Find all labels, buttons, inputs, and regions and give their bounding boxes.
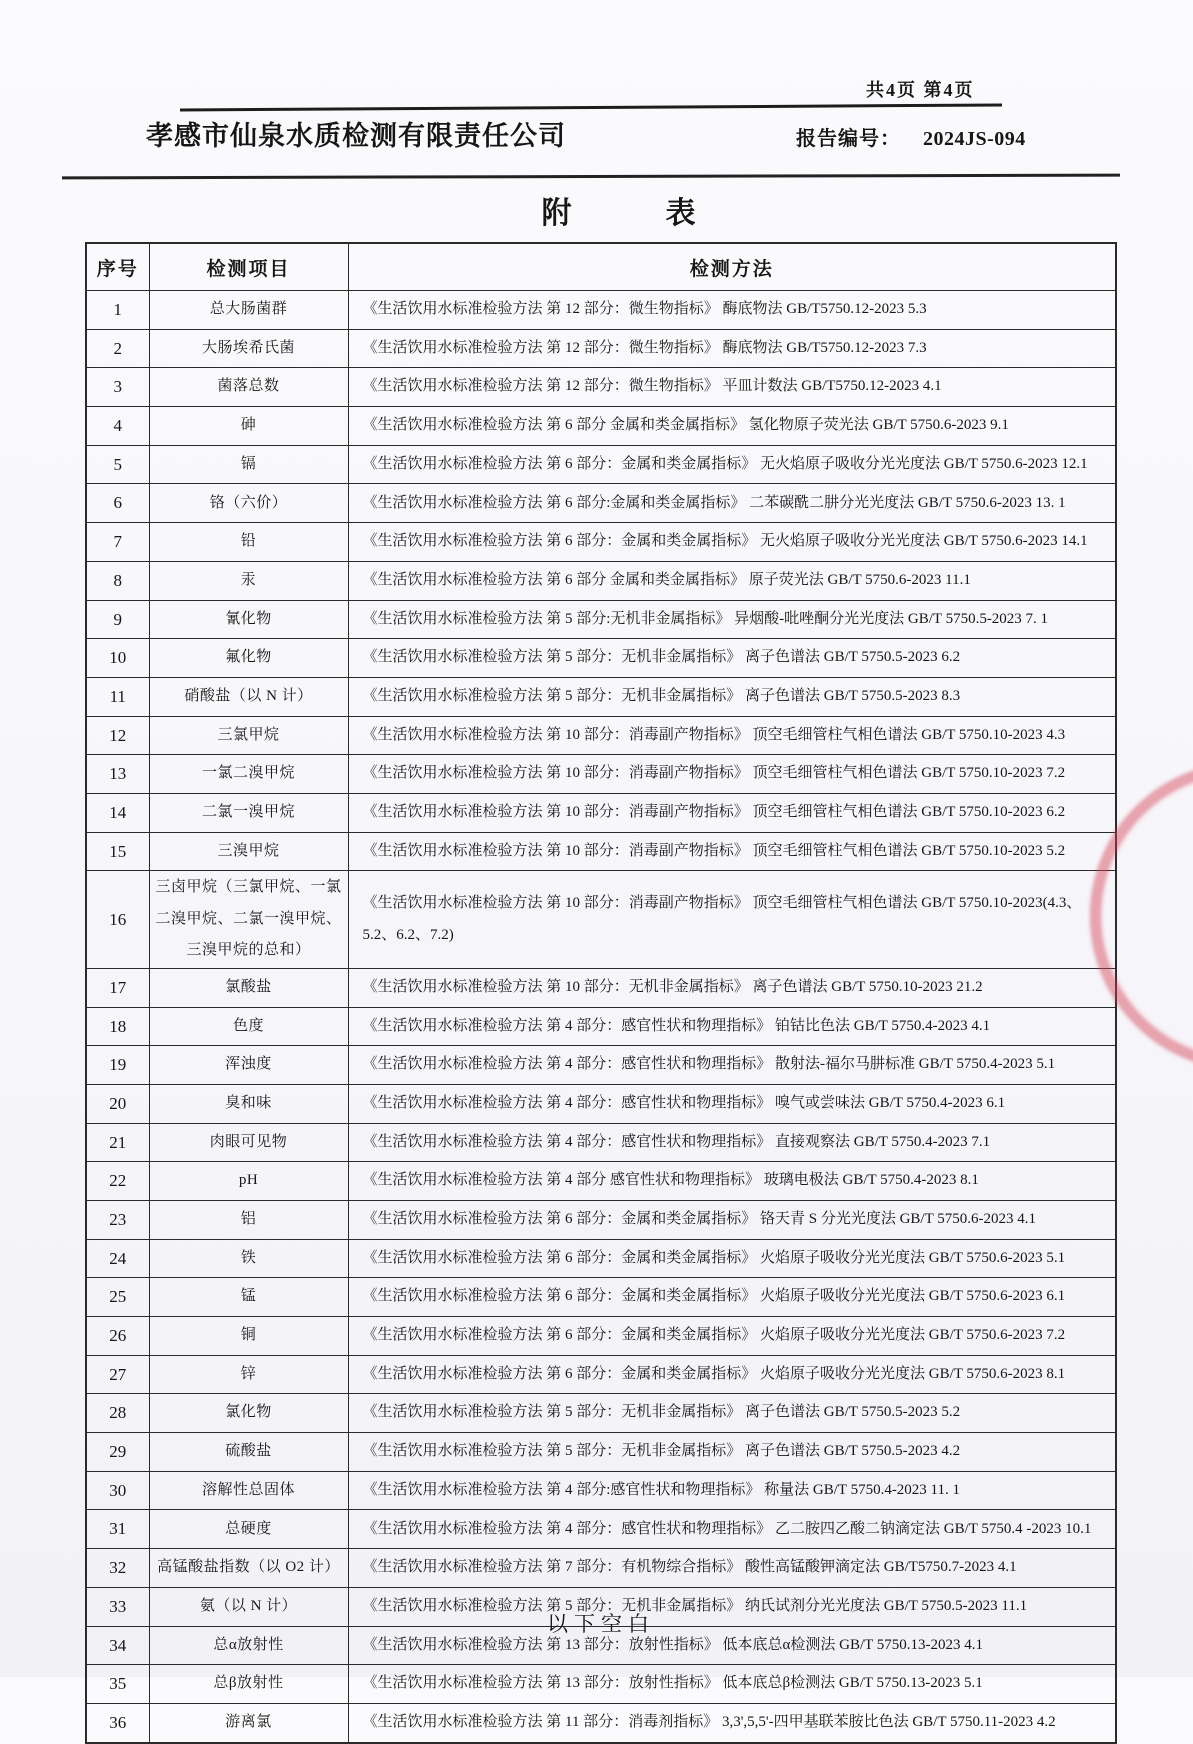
row-number-cell: 17: [86, 968, 149, 1007]
test-item-cell: 二氯一溴甲烷: [149, 793, 348, 832]
row-number-cell: 33: [86, 1587, 149, 1626]
row-number-cell: 16: [86, 871, 149, 969]
test-item-cell: 氯酸盐: [149, 968, 348, 1007]
row-number-cell: 31: [86, 1510, 149, 1549]
table-row: [86, 1433, 1116, 1472]
test-item-cell: 铁: [149, 1239, 348, 1278]
test-method-cell: 《生活饮用水标准检验方法 第 12 部分：微生物指标》 酶底物法 GB/T5750.12-2023 5.3: [348, 291, 1116, 330]
test-method-cell: 《生活饮用水标准检验方法 第 5 部分：无机非金属指标》 离子色谱法 GB/T 5750.5-2023 4.2: [348, 1433, 1116, 1472]
test-method-cell: 《生活饮用水标准检验方法 第 4 部分：感官性状和物理指标》 嗅气或尝味法 GB/T 5750.4-2023 6.1: [348, 1084, 1116, 1123]
page-indicator: 共4页 第4页: [866, 80, 975, 100]
test-method-cell: 《生活饮用水标准检验方法 第 5 部分:无机非金属指标》 异烟酸-吡唑酮分光光度法 GB/T 5750.5-2023 7. 1: [348, 600, 1116, 639]
column-header-no: 序号: [86, 243, 149, 291]
test-method-cell: 《生活饮用水标准检验方法 第 5 部分：无机非金属指标》 纳氏试剂分光光度法 GB/T 5750.5-2023 11.1: [348, 1587, 1116, 1626]
test-item-cell: 硫酸盐: [149, 1433, 348, 1472]
table-row: [86, 329, 1116, 368]
test-item-cell: 硝酸盐（以 N 计）: [149, 677, 348, 716]
column-header-method: 检测方法: [348, 243, 1116, 291]
table-row: [86, 1084, 1116, 1123]
row-number-cell: 24: [86, 1239, 149, 1278]
test-item-cell: 菌落总数: [149, 368, 348, 407]
test-method-cell: 《生活饮用水标准检验方法 第 12 部分：微生物指标》 酶底物法 GB/T5750.12-2023 7.3: [348, 329, 1116, 368]
test-method-cell: 《生活饮用水标准检验方法 第 4 部分：感官性状和物理指标》 散射法-福尔马肼标准 GB/T 5750.4-2023 5.1: [348, 1046, 1116, 1085]
appendix-title-char-2: 表: [665, 197, 696, 230]
table-row: [86, 600, 1116, 639]
table-row: [86, 1665, 1116, 1704]
test-item-cell: 铬（六价）: [149, 484, 348, 523]
table-row: [86, 561, 1116, 600]
test-method-cell: 《生活饮用水标准检验方法 第 4 部分:感官性状和物理指标》 称量法 GB/T 5750.4-2023 11. 1: [348, 1471, 1116, 1510]
row-number-cell: 1: [86, 291, 149, 330]
row-number-cell: 8: [86, 561, 149, 600]
row-number-cell: 34: [86, 1626, 149, 1665]
row-number-cell: 2: [86, 329, 149, 368]
table-row: [86, 716, 1116, 755]
test-item-cell: 浑浊度: [149, 1046, 348, 1085]
table-row: [86, 1703, 1116, 1742]
row-number-cell: 15: [86, 832, 149, 871]
table-row: [86, 871, 1116, 969]
end-of-table-note: 以下空白: [547, 1612, 655, 1636]
row-number-cell: 25: [86, 1278, 149, 1317]
test-method-cell: 《生活饮用水标准检验方法 第 6 部分：金属和类金属指标》 无火焰原子吸收分光光度法 GB/T 5750.6-2023 14.1: [348, 523, 1116, 562]
test-method-cell: 《生活饮用水标准检验方法 第 6 部分：金属和类金属指标》 火焰原子吸收分光光度法 GB/T 5750.6-2023 8.1: [348, 1355, 1116, 1394]
test-item-cell: 砷: [149, 407, 348, 446]
row-number-cell: 27: [86, 1355, 149, 1394]
row-number-cell: 26: [86, 1317, 149, 1356]
table-row: [86, 1510, 1116, 1549]
test-method-cell: 《生活饮用水标准检验方法 第 5 部分：无机非金属指标》 离子色谱法 GB/T 5750.5-2023 5.2: [348, 1394, 1116, 1433]
test-item-cell: 大肠埃希氏菌: [149, 329, 348, 368]
test-item-cell: 肉眼可见物: [149, 1123, 348, 1162]
table-row: [86, 793, 1116, 832]
test-method-cell: 《生活饮用水标准检验方法 第 6 部分：金属和类金属指标》 无火焰原子吸收分光光度法 GB/T 5750.6-2023 12.1: [348, 445, 1116, 484]
test-item-cell: 总α放射性: [149, 1626, 348, 1665]
table-row: [86, 1162, 1116, 1201]
appendix-title-char-1: 附: [541, 197, 572, 230]
table-row: [86, 1200, 1116, 1239]
test-method-cell: 《生活饮用水标准检验方法 第 6 部分：金属和类金属指标》 铬天青 S 分光光度法 GB/T 5750.6-2023 4.1: [348, 1200, 1116, 1239]
table-header-row: [86, 243, 1116, 291]
row-number-cell: 6: [86, 484, 149, 523]
table-row: [86, 1394, 1116, 1433]
report-number: [796, 122, 1026, 151]
test-method-cell: 《生活饮用水标准检验方法 第 10 部分：无机非金属指标》 离子色谱法 GB/T 5750.10-2023 21.2: [348, 968, 1116, 1007]
table-row: [86, 1007, 1116, 1046]
table-row: [86, 1123, 1116, 1162]
row-number-cell: 22: [86, 1162, 149, 1201]
row-number-cell: 32: [86, 1549, 149, 1588]
table-row: [86, 832, 1116, 871]
test-item-cell: 总β放射性: [149, 1665, 348, 1704]
row-number-cell: 10: [86, 639, 149, 678]
test-method-cell: 《生活饮用水标准检验方法 第 5 部分：无机非金属指标》 离子色谱法 GB/T 5750.5-2023 8.3: [348, 677, 1116, 716]
row-number-cell: 3: [86, 368, 149, 407]
table-row: [86, 968, 1116, 1007]
test-item-cell: 溶解性总固体: [149, 1471, 348, 1510]
test-item-cell: 三卤甲烷（三氯甲烷、一氯二溴甲烷、二氯一溴甲烷、三溴甲烷的总和）: [149, 871, 348, 969]
test-method-cell: 《生活饮用水标准检验方法 第 4 部分：感官性状和物理指标》 铂钴比色法 GB/T 5750.4-2023 4.1: [348, 1007, 1116, 1046]
table-row: [86, 1355, 1116, 1394]
report-number-label: 报告编号：: [796, 128, 901, 150]
test-item-cell: 总硬度: [149, 1510, 348, 1549]
row-number-cell: 20: [86, 1084, 149, 1123]
test-method-cell: 《生活饮用水标准检验方法 第 10 部分：消毒副产物指标》 顶空毛细管柱气相色谱法 GB/T 5750.10-2023(4.3、5.2、6.2、7.2): [348, 871, 1116, 969]
row-number-cell: 7: [86, 523, 149, 562]
test-method-cell: 《生活饮用水标准检验方法 第 10 部分：消毒副产物指标》 顶空毛细管柱气相色谱法 GB/T 5750.10-2023 5.2: [348, 832, 1116, 871]
test-method-cell: 《生活饮用水标准检验方法 第 6 部分 金属和类金属指标》 原子荧光法 GB/T 5750.6-2023 11.1: [348, 561, 1116, 600]
test-item-cell: pH: [149, 1162, 348, 1201]
test-item-cell: 氨（以 N 计）: [149, 1587, 348, 1626]
table-row: [86, 1239, 1116, 1278]
test-method-cell: 《生活饮用水标准检验方法 第 5 部分：无机非金属指标》 离子色谱法 GB/T 5750.5-2023 6.2: [348, 639, 1116, 678]
row-number-cell: 19: [86, 1046, 149, 1085]
row-number-cell: 9: [86, 600, 149, 639]
table-row: [86, 1046, 1116, 1085]
test-method-cell: 《生活饮用水标准检验方法 第 10 部分：消毒副产物指标》 顶空毛细管柱气相色谱法 GB/T 5750.10-2023 4.3: [348, 716, 1116, 755]
test-item-cell: 氯化物: [149, 1394, 348, 1433]
test-method-cell: 《生活饮用水标准检验方法 第 4 部分：感官性状和物理指标》 乙二胺四乙酸二钠滴定法 GB/T 5750.4 -2023 10.1: [348, 1510, 1116, 1549]
test-item-cell: 高锰酸盐指数（以 O2 计）: [149, 1549, 348, 1588]
test-method-cell: 《生活饮用水标准检验方法 第 13 部分：放射性指标》 低本底总α检测法 GB/T 5750.13-2023 4.1: [348, 1626, 1116, 1665]
company-name: 孝感市仙泉水质检测有限责任公司: [146, 121, 566, 151]
row-number-cell: 12: [86, 716, 149, 755]
row-number-cell: 11: [86, 677, 149, 716]
table-row: [86, 1278, 1116, 1317]
table-row: [86, 291, 1116, 330]
header-rule-top: [180, 103, 1002, 111]
test-method-cell: 《生活饮用水标准检验方法 第 13 部分：放射性指标》 低本底总β检测法 GB/T 5750.13-2023 5.1: [348, 1665, 1116, 1704]
test-item-cell: 锰: [149, 1278, 348, 1317]
detection-methods-table: [85, 242, 1117, 1744]
row-number-cell: 21: [86, 1123, 149, 1162]
table-row: [86, 484, 1116, 523]
table-row: [86, 1317, 1116, 1356]
table-row: [86, 407, 1116, 446]
test-method-cell: 《生活饮用水标准检验方法 第 6 部分:金属和类金属指标》 二苯碳酰二肼分光光度法 GB/T 5750.6-2023 13. 1: [348, 484, 1116, 523]
table-row: [86, 523, 1116, 562]
row-number-cell: 14: [86, 793, 149, 832]
test-item-cell: 总大肠菌群: [149, 291, 348, 330]
row-number-cell: 18: [86, 1007, 149, 1046]
row-number-cell: 23: [86, 1200, 149, 1239]
test-method-cell: 《生活饮用水标准检验方法 第 6 部分：金属和类金属指标》 火焰原子吸收分光光度法 GB/T 5750.6-2023 7.2: [348, 1317, 1116, 1356]
row-number-cell: 5: [86, 445, 149, 484]
test-item-cell: 锌: [149, 1355, 348, 1394]
test-item-cell: 臭和味: [149, 1084, 348, 1123]
table-body: [86, 291, 1116, 1743]
row-number-cell: 28: [86, 1394, 149, 1433]
table-row: [86, 1471, 1116, 1510]
table-row: [86, 368, 1116, 407]
test-method-cell: 《生活饮用水标准检验方法 第 4 部分 感官性状和物理指标》 玻璃电极法 GB/T 5750.4-2023 8.1: [348, 1162, 1116, 1201]
test-item-cell: 三溴甲烷: [149, 832, 348, 871]
row-number-cell: 13: [86, 755, 149, 794]
row-number-cell: 30: [86, 1471, 149, 1510]
table-row: [86, 445, 1116, 484]
test-item-cell: 镉: [149, 445, 348, 484]
test-item-cell: 色度: [149, 1007, 348, 1046]
test-method-cell: 《生活饮用水标准检验方法 第 10 部分：消毒副产物指标》 顶空毛细管柱气相色谱法 GB/T 5750.10-2023 7.2: [348, 755, 1116, 794]
row-number-cell: 29: [86, 1433, 149, 1472]
header-rule-bottom: [62, 174, 1120, 179]
table-row: [86, 677, 1116, 716]
test-item-cell: 汞: [149, 561, 348, 600]
column-header-item: 检测项目: [149, 243, 348, 291]
test-method-cell: 《生活饮用水标准检验方法 第 6 部分：金属和类金属指标》 火焰原子吸收分光光度法 GB/T 5750.6-2023 5.1: [348, 1239, 1116, 1278]
row-number-cell: 35: [86, 1665, 149, 1704]
test-item-cell: 铅: [149, 523, 348, 562]
test-item-cell: 氟化物: [149, 639, 348, 678]
test-method-cell: 《生活饮用水标准检验方法 第 4 部分：感官性状和物理指标》 直接观察法 GB/T 5750.4-2023 7.1: [348, 1123, 1116, 1162]
table-row: [86, 755, 1116, 794]
test-item-cell: 铝: [149, 1200, 348, 1239]
test-item-cell: 游离氯: [149, 1703, 348, 1742]
test-method-cell: 《生活饮用水标准检验方法 第 7 部分：有机物综合指标》 酸性高锰酸钾滴定法 GB/T5750.7-2023 4.1: [348, 1549, 1116, 1588]
test-method-cell: 《生活饮用水标准检验方法 第 12 部分：微生物指标》 平皿计数法 GB/T5750.12-2023 4.1: [348, 368, 1116, 407]
test-method-cell: 《生活饮用水标准检验方法 第 11 部分：消毒剂指标》 3,3',5,5'-四甲基联苯胺比色法 GB/T 5750.11-2023 4.2: [348, 1703, 1116, 1742]
test-item-cell: 氰化物: [149, 600, 348, 639]
test-method-cell: 《生活饮用水标准检验方法 第 6 部分 金属和类金属指标》 氢化物原子荧光法 GB/T 5750.6-2023 9.1: [348, 407, 1116, 446]
test-item-cell: 三氯甲烷: [149, 716, 348, 755]
test-method-cell: 《生活饮用水标准检验方法 第 6 部分：金属和类金属指标》 火焰原子吸收分光光度法 GB/T 5750.6-2023 6.1: [348, 1278, 1116, 1317]
table-row: [86, 639, 1116, 678]
row-number-cell: 36: [86, 1703, 149, 1742]
table-row: [86, 1549, 1116, 1588]
test-item-cell: 铜: [149, 1317, 348, 1356]
report-number-value: 2024JS-094: [923, 128, 1026, 150]
test-item-cell: 一氯二溴甲烷: [149, 755, 348, 794]
row-number-cell: 4: [86, 407, 149, 446]
test-method-cell: 《生活饮用水标准检验方法 第 10 部分：消毒副产物指标》 顶空毛细管柱气相色谱法 GB/T 5750.10-2023 6.2: [348, 793, 1116, 832]
appendix-title: [22, 188, 1193, 232]
